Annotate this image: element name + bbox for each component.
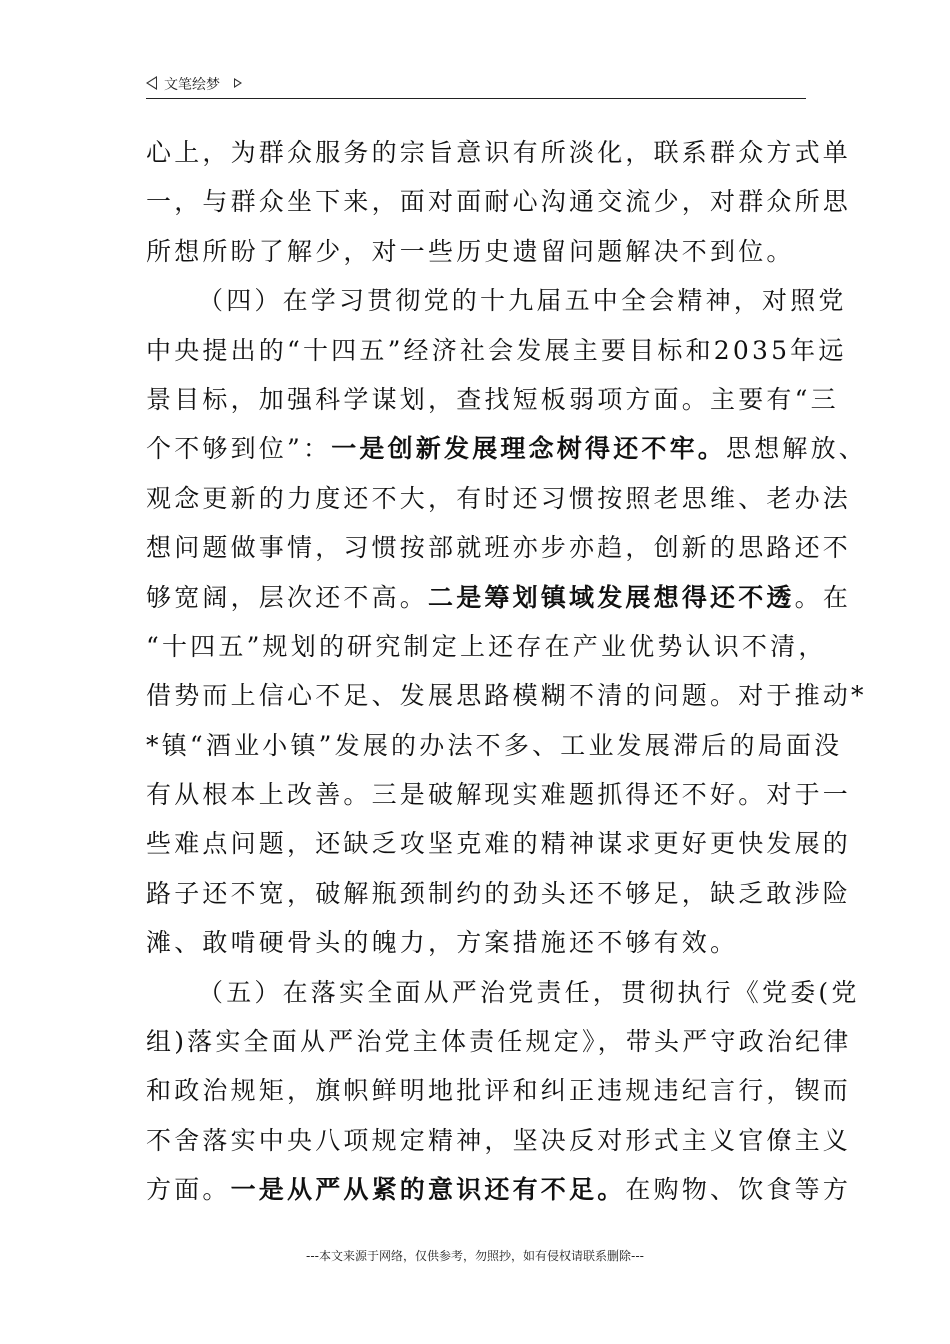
bold-point: 二是筹划镇域发展想得还不透 [428,582,795,612]
text-line: 够宽阔，层次还不高。二是筹划镇域发展想得还不透。在 [146,582,852,612]
text-line: 有从根本上改善。三是破解现实难题抓得还不好。对于一 [146,780,852,810]
page-footer-disclaimer: ---本文来源于网络，仅供参考，勿照抄，如有侵权请联系删除--- [306,1249,644,1263]
text-line: 所想所盼了解少，对一些历史遗留问题解决不到位。 [146,236,795,266]
text-line: 滩、敢啃硬骨头的魄力，方案措施还不够有效。 [146,928,739,958]
header-brand: 文笔绘梦 [164,77,220,93]
body-text [146,128,868,1215]
text-line: 个不够到位”：一是创新发展理念树得还不牢。思想解放、 [146,434,868,464]
text-line: 观念更新的力度还不大，有时还习惯按照老思维、老办法 [146,483,852,513]
text-line: 借势而上信心不足、发展思路模糊不清的问题。对于推动* [146,681,867,711]
text-line: 些难点问题，还缺乏攻坚克难的精神谋求更好更快发展的 [146,829,852,859]
text-line: 路子还不宽，破解瓶颈制约的劲头还不够足，缺乏敢涉险 [146,878,852,908]
text-line: 方面。一是从严从紧的意识还有不足。在购物、饮食等方 [146,1175,852,1205]
section-four-heading-line: （四）在学习贯彻党的十九届五中全会精神，对照党 [198,286,847,316]
text-line: *镇“酒业小镇”发展的办法不多、工业发展滞后的局面没 [146,730,843,760]
text-line: 中央提出的“十四五”经济社会发展主要目标和2035年远 [146,335,847,365]
section-five-heading-line: （五）在落实全面从严治党责任，贯彻执行《党委(党 [198,977,860,1007]
text-line: 不舍落实中央八项规定精神，坚决反对形式主义官僚主义 [146,1125,852,1155]
triangle-right-icon [234,78,242,88]
triangle-left-icon [146,76,157,90]
text-line: 想问题做事情，习惯按部就班亦步亦趋，创新的思路还不 [146,533,852,563]
text-line: 和政治规矩，旗帜鲜明地批评和纠正违规违纪言行，锲而 [146,1076,852,1106]
text-line: 一，与群众坐下来，面对面耐心沟通交流少，对群众所思 [146,187,852,217]
text-line: “十四五”规划的研究制定上还存在产业优势认识不清， [146,631,827,661]
page-header [146,72,806,99]
text-line: 景目标，加强科学谋划，查找短板弱项方面。主要有“三 [146,384,839,414]
bold-point: 一是创新发展理念树得还不牢。 [331,434,726,464]
bold-point: 一是从严从紧的意识还有不足。 [230,1175,626,1205]
text-line: 组)落实全面从严治党主体责任规定》，带头严守政治纪律 [146,1027,852,1057]
text-line: 心上，为群众服务的宗旨意识有所淡化，联系群众方式单 [146,138,852,167]
